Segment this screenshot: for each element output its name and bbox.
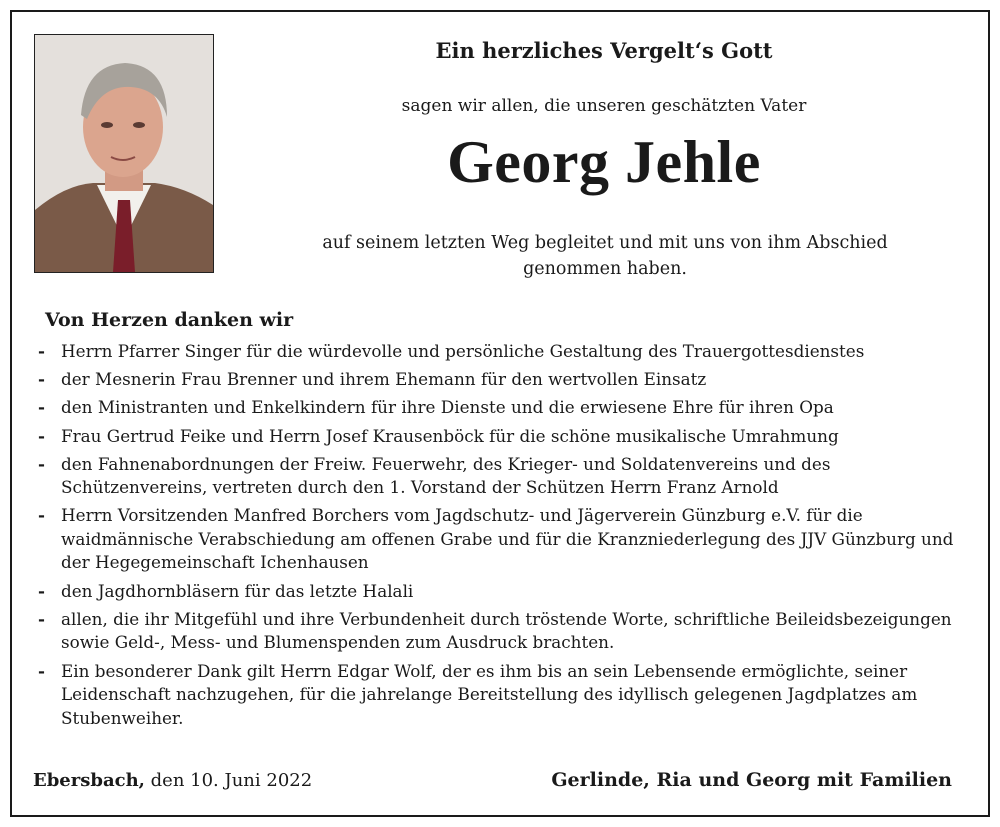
list-item-text: Ein besonderer Dank gilt Herrn Edgar Wolf, der es ihm bis an sein Lebensende ermöglichte, seiner Leidenschaft nachzugehen, für die jahrelange Bereitstellung des idyllisch gelegenen Jagdplatzes am Stubenweiher. (61, 660, 918, 728)
list-item-text: den Ministranten und Enkelkindern für ihre Dienste und die erwiesene Ehre für ihren Opa (61, 397, 834, 418)
dash-bullet: - (38, 453, 45, 474)
dash-bullet: - (38, 341, 45, 361)
intro-text: sagen wir allen, die unseren geschätzten Vater (401, 96, 807, 116)
dash-bullet: - (38, 369, 45, 390)
dash-bullet: - (38, 660, 45, 681)
dash-bullet: - (38, 397, 45, 418)
list-item (38, 340, 978, 364)
list-item (38, 368, 978, 392)
list-item (38, 425, 978, 449)
portrait-photo (34, 34, 214, 273)
dash-bullet: - (38, 425, 45, 446)
list-item (38, 396, 978, 420)
list-item (38, 504, 978, 575)
list-item-text: allen, die ihr Mitgefühl und ihre Verbundenheit durch tröstende Worte, schriftliche Beileidsbezeigungen sowie Geld-, Mess- und Blumenspenden zum Ausdruck brachten. (61, 608, 952, 653)
list-item-text: der Mesnerin Frau Brenner und ihrem Ehemann für den wertvollen Einsatz (61, 369, 707, 390)
farewell-text: auf seinem letzten Weg begleitet und mit uns von ihm Abschied genommen haben. (322, 233, 888, 279)
list-item (38, 660, 978, 731)
dash-bullet: - (38, 608, 45, 629)
dash-bullet: - (38, 580, 45, 601)
dash-bullet: - (38, 505, 45, 526)
list-item (38, 580, 978, 604)
place: Ebersbach, (33, 770, 145, 791)
thanks-title: Von Herzen danken wir (45, 309, 294, 331)
list-item-text: Herrn Pfarrer Singer für die würdevolle und persönliche Gestaltung des Trauergottesdienstes (61, 341, 865, 361)
list-item-text: den Fahnenabordnungen der Freiw. Feuerwehr, des Krieger- und Soldatenvereins und des Schützenvereins, vertreten durch den 1. Vorstand der Schützen Herrn Franz Arnold (61, 453, 831, 498)
list-item (38, 453, 978, 500)
headline: Ein herzliches Vergelt‘s Gott (435, 38, 773, 63)
date: den 10. Juni 2022 (144, 770, 313, 791)
thanks-list (38, 340, 978, 735)
signature: Gerlinde, Ria und Georg mit Familien (551, 769, 952, 791)
list-item-text: den Jagdhornbläsern für das letzte Halali (61, 580, 414, 601)
list-item-text: Frau Gertrud Feike und Herrn Josef Krausenböck für die schöne musikalische Umrahmung (61, 425, 839, 446)
list-item-text: Herrn Vorsitzenden Manfred Borchers vom Jagdschutz- und Jägerverein Günzburg e.V. für die waidmännische Verabschiedung am offenen Grabe und für die Kranzniederlegung des JJV Günzburg und der Hegegemeinschaft Ichenhausen (61, 505, 954, 573)
list-item (38, 608, 978, 655)
place-date (33, 770, 312, 791)
deceased-name: Georg Jehle (447, 129, 761, 195)
